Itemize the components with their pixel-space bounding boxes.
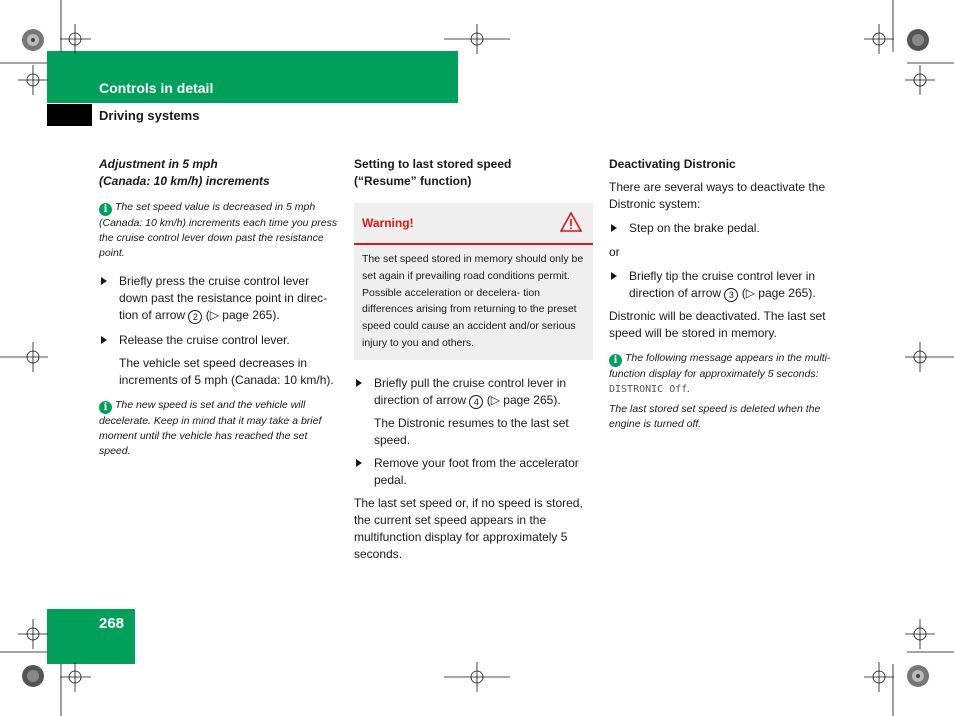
step-result: The Distronic resumes to the last set speed. [374,415,569,447]
info-note-text: The new speed is set and the vehicle will decelerate. Keep in mind that it may take a brief moment until the vehicle has reached the set speed. [99,399,322,457]
step-text: Remove your foot from the accelerator pedal. [374,455,579,487]
page-reference: (▷ page 265). [738,286,816,300]
warning-text: The set speed stored in memory should only be set again if prevailing road conditions permit. Possible acceleration or decelera- tion differences arising from returning to the preset speed could cause an accident and/or serious injury to you and others. [362,253,584,349]
info-icon: i [609,354,622,367]
step-result: The vehicle set speed decreases in increments of 5 mph (Canada: 10 km/h). [119,356,334,387]
heading-line-2: (Canada: 10 km/h) increments [99,174,270,188]
step-text: Release the cruise control lever. [119,333,290,347]
info-icon: i [99,203,112,216]
info-note-end: . [687,383,691,395]
page-reference: (▷ page 265). [202,308,280,322]
arrow-number-circle: 2 [188,310,202,324]
page-reference: (▷ page 265). [483,392,561,407]
step-text: Briefly press the cruise control lever down past the resistance point in direc- tion of arrow [119,274,328,322]
body-paragraph: Distronic will be deactivated. The last set speed will be stored in memory. [609,309,826,340]
registration-rosette-icon [22,29,929,687]
intro-paragraph: There are several ways to deactivate the Distronic system: [609,180,826,211]
subsection-title: Driving systems [99,108,200,123]
arrow-number-circle: 3 [724,288,738,302]
page-number: 268 [99,615,125,632]
heading-line-2: (“Resume” function) [354,174,472,188]
body-paragraph: The last set speed or, if no speed is stored, the current set speed appears in the multifunction display for approximately 5 seconds. [354,495,583,561]
arrow-number-circle: 4 [469,395,483,409]
warning-title: Warning! [362,216,414,230]
info-note-text: The set speed value is decreased in 5 mph (Canada: 10 km/h) increments each time you press the cruise control lever down past the resistance point. [99,201,338,259]
info-note-continued: The last stored set speed is deleted when the engine is turned off. [609,403,821,430]
step-text: Briefly tip the cruise control lever in direction of arrow [629,269,816,300]
step-text: Briefly pull the cruise control lever in direction of arrow [374,375,567,407]
info-note-text: The following message appears in the multi- function display for approximately 5 seconds: [609,352,831,380]
step-text: Step on the brake pedal. [629,221,760,235]
section-title: Controls in detail [99,80,214,96]
heading-line-1: Adjustment in 5 mph [99,157,218,171]
display-message-code: DISTRONIC Off [609,384,688,395]
info-icon: i [99,401,112,414]
or-separator: or [609,245,620,259]
heading-line-1: Setting to last stored speed [354,157,512,171]
heading: Deactivating Distronic [609,157,736,171]
